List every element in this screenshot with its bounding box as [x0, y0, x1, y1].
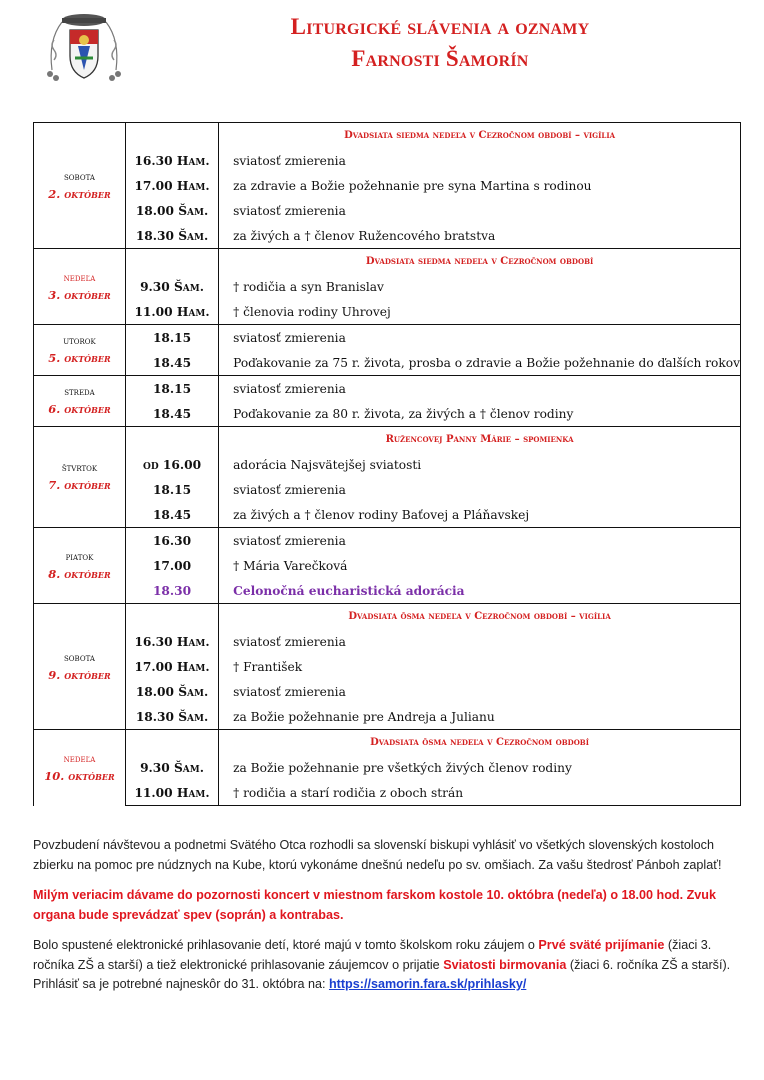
- day-heading-row: [34, 730, 741, 756]
- time-cell: [125, 654, 218, 679]
- day-name: streda: [64, 386, 95, 398]
- time-value: 16.30: [152, 533, 192, 548]
- schedule-row: [34, 198, 741, 223]
- time-value: 9.30: [140, 279, 174, 294]
- location-abbr: Ham.: [176, 659, 210, 674]
- schedule-row: [34, 679, 741, 704]
- schedule-row: [34, 755, 741, 780]
- announcement-concert: Milým veriacim dávame do pozornosti koncert v miestnom farskom kostole 10. októbra (nedeľa) o 18.00 hod. Zvuk organa bude sprevádzať spev (soprán) a kontrabas.: [33, 888, 717, 922]
- time-value: 17.00: [134, 178, 177, 193]
- location-abbr: Šam.: [178, 203, 209, 218]
- time-cell: [125, 780, 218, 806]
- liturgical-heading: Dvadsiata siedma nedeľa v Cezročnom období – vigília: [219, 123, 741, 149]
- date-month: október: [64, 402, 111, 416]
- intention-text: sviatosť zmierenia: [219, 477, 741, 502]
- time-value: 18.30: [152, 583, 192, 598]
- day-heading-row: [34, 604, 741, 630]
- time-cell: [125, 325, 218, 351]
- announcement-registration: [33, 936, 751, 995]
- time-cell: [125, 528, 218, 554]
- schedule-row: [34, 704, 741, 730]
- time-value: 11.00: [134, 785, 177, 800]
- date-number: 8.: [48, 566, 61, 581]
- day-name: nedeľa: [63, 271, 96, 284]
- schedule-row: [34, 477, 741, 502]
- schedule-row: [34, 173, 741, 198]
- day-date: [34, 401, 125, 418]
- time-prefix: od: [143, 457, 163, 472]
- schedule-row: [34, 528, 741, 554]
- schedule-row: [34, 401, 741, 427]
- time-value: 18.45: [152, 507, 192, 522]
- intention-text: Poďakovanie za 80 r. života, za živých a † členov rodiny: [219, 401, 741, 427]
- announcement-collection: Povzbudení návštevou a podnetmi Svätého Otca rozhodli sa slovenskí biskupi vyhlásiť vo všetkých slovenských kostoloch zbierku na pomoc pre núdznych na Kube, ktorú vykonáme dnešnú nedeľu po sv. omšiach. Za vašu štedrosť Pánboh zaplať!: [33, 838, 722, 872]
- time-cell: [125, 578, 218, 604]
- day-name: utorok: [63, 335, 96, 347]
- day-heading-row: [34, 249, 741, 275]
- time-cell: [125, 704, 218, 730]
- liturgical-heading: Ružencovej Panny Márie – spomienka: [219, 427, 741, 453]
- registration-text-1: Bolo spustené elektronické prihlasovanie detí, ktoré majú v tomto školskom roku záujem o: [33, 938, 539, 952]
- intention-text: Celonočná eucharistická adorácia: [219, 578, 741, 604]
- intention-text: sviatosť zmierenia: [219, 325, 741, 351]
- location-abbr: Ham.: [176, 178, 210, 193]
- date-month: október: [68, 768, 115, 783]
- time-value: 18.45: [152, 355, 192, 370]
- time-cell: [125, 123, 218, 149]
- schedule-row: [34, 274, 741, 299]
- schedule-row: [34, 148, 741, 173]
- time-value: 18.00: [135, 203, 179, 218]
- day-date: [34, 350, 125, 367]
- day-cell: [34, 123, 126, 249]
- day-cell: [34, 427, 126, 528]
- time-value: 16.00: [162, 457, 202, 472]
- liturgical-heading: Dvadsiata ôsma nedeľa v Cezročnom období – vigília: [219, 604, 741, 630]
- location-abbr: Šam.: [178, 709, 209, 724]
- time-value: 16.30: [134, 153, 177, 168]
- page-title-line1: Liturgické slávenia a oznamy: [290, 14, 590, 39]
- day-heading-row: [34, 123, 741, 149]
- registration-link[interactable]: https://samorin.fara.sk/prihlasky/: [328, 977, 527, 991]
- date-number: 10.: [44, 768, 65, 783]
- day-date: [34, 477, 125, 494]
- day-name: nedeľa: [63, 752, 96, 765]
- intention-text: adorácia Najsvätejšej sviatosti: [219, 452, 741, 477]
- time-value: 18.45: [152, 406, 192, 421]
- time-value: 18.30: [135, 228, 179, 243]
- date-month: október: [64, 478, 111, 492]
- intention-text: † rodičia a starí rodičia z oboch strán: [219, 780, 741, 806]
- time-cell: [125, 173, 218, 198]
- intention-text: Poďakovanie za 75 r. života, prosba o zdravie a Božie požehnanie do ďalších rokov: [219, 350, 741, 376]
- schedule-row: [34, 502, 741, 528]
- first-communion-label: Prvé sväté prijímanie: [538, 938, 665, 952]
- schedule-table: [33, 122, 741, 806]
- location-abbr: Ham.: [176, 304, 210, 319]
- date-month: október: [64, 566, 111, 581]
- location-abbr: Ham.: [176, 153, 210, 168]
- time-cell: [125, 604, 218, 630]
- intention-text: sviatosť zmierenia: [219, 198, 741, 223]
- time-cell: [125, 553, 218, 578]
- intention-text: † rodičia a syn Branislav: [219, 274, 741, 299]
- intention-text: za zdravie a Božie požehnanie pre syna Martina s rodinou: [219, 173, 741, 198]
- day-heading-row: [34, 427, 741, 453]
- intention-text: za živých a † členov rodiny Baťovej a Pláňavskej: [219, 502, 741, 528]
- location-abbr: Šam.: [178, 228, 209, 243]
- location-abbr: Ham.: [176, 634, 210, 649]
- schedule-row: [34, 223, 741, 249]
- date-number: 5.: [48, 351, 61, 365]
- date-number: 7.: [48, 478, 61, 492]
- intention-text: za Božie požehnanie pre Andreja a Julianu: [219, 704, 741, 730]
- page-title-line2: Farnosti Šamorín: [351, 46, 529, 71]
- schedule-row: [34, 325, 741, 351]
- schedule-row: [34, 350, 741, 376]
- date-number: 9.: [48, 667, 61, 682]
- date-month: október: [64, 287, 111, 302]
- schedule-row: [34, 629, 741, 654]
- time-value: 16.30: [134, 634, 177, 649]
- time-cell: [125, 249, 218, 275]
- time-cell: [125, 679, 218, 704]
- time-value: 18.15: [152, 330, 192, 345]
- location-abbr: Šam.: [174, 760, 204, 775]
- day-date: [34, 667, 125, 684]
- time-value: 18.00: [135, 684, 179, 699]
- confirmation-label: Sviatosti birmovania: [443, 957, 567, 972]
- time-value: 18.15: [152, 381, 192, 396]
- intention-text: † Mária Varečková: [219, 553, 741, 578]
- liturgical-heading: Dvadsiata siedma nedeľa v Cezročnom období: [219, 249, 741, 275]
- date-month: október: [64, 667, 111, 682]
- intention-text: † členovia rodiny Uhrovej: [219, 299, 741, 325]
- intention-text: sviatosť zmierenia: [219, 376, 741, 402]
- schedule-row: [34, 452, 741, 477]
- date-number: 2.: [48, 186, 61, 201]
- day-date: [34, 186, 125, 203]
- time-cell: [125, 477, 218, 502]
- intention-text: za živých a † členov Ružencového bratstva: [219, 223, 741, 249]
- schedule-row: [34, 780, 741, 806]
- date-month: október: [64, 186, 111, 201]
- intention-text: sviatosť zmierenia: [219, 528, 741, 554]
- time-cell: [125, 299, 218, 325]
- time-value: 11.00: [134, 304, 177, 319]
- day-cell: [34, 730, 126, 806]
- registration-text-3: (žiaci 6. ročníka ZŠ a starší). Prihlásiť sa je potrebné najneskôr do 31. októbra na:: [33, 957, 731, 991]
- day-cell: [34, 325, 126, 376]
- schedule-row: [34, 654, 741, 679]
- intention-text: sviatosť zmierenia: [219, 679, 741, 704]
- time-value: 17.00: [134, 659, 177, 674]
- parish-coat-of-arms-logo: [42, 10, 126, 86]
- day-date: [34, 287, 125, 304]
- time-cell: [125, 148, 218, 173]
- intention-text: za Božie požehnanie pre všetkých živých členov rodiny: [219, 755, 741, 780]
- time-cell: [125, 755, 218, 780]
- date-number: 6.: [48, 402, 61, 416]
- schedule-row: [34, 553, 741, 578]
- location-abbr: Ham.: [176, 785, 210, 800]
- location-abbr: Šam.: [178, 684, 209, 699]
- time-cell: [125, 223, 218, 249]
- day-name: sobota: [64, 170, 95, 183]
- intention-text: sviatosť zmierenia: [219, 148, 741, 173]
- day-date: [34, 768, 125, 785]
- time-cell: [125, 198, 218, 223]
- time-cell: [125, 427, 218, 453]
- time-value: 18.30: [135, 709, 179, 724]
- date-number: 3.: [48, 287, 61, 302]
- schedule-row: [34, 376, 741, 402]
- day-cell: [34, 249, 126, 325]
- date-month: október: [64, 351, 111, 365]
- time-cell: [125, 350, 218, 376]
- day-cell: [34, 528, 126, 604]
- liturgical-heading: Dvadsiata ôsma nedeľa v Cezročnom období: [219, 730, 741, 756]
- time-value: 17.00: [152, 558, 192, 573]
- time-cell: [125, 629, 218, 654]
- day-date: [34, 566, 125, 583]
- time-cell: [125, 401, 218, 427]
- time-cell: [125, 376, 218, 402]
- intention-text: † František: [219, 654, 741, 679]
- time-cell: [125, 502, 218, 528]
- registration-text-2: (žiaci 3. ročníka ZŠ a starší) a tiež elektronické prihlasovanie záujemcov o prijatie: [33, 938, 712, 972]
- day-cell: [34, 376, 126, 427]
- intention-text: sviatosť zmierenia: [219, 629, 741, 654]
- location-abbr: Šam.: [174, 279, 204, 294]
- day-cell: [34, 604, 126, 730]
- day-name: štvrtok: [61, 462, 98, 474]
- time-value: 18.15: [152, 482, 192, 497]
- day-name: piatok: [65, 550, 94, 563]
- schedule-row: [34, 578, 741, 604]
- time-value: 9.30: [140, 760, 174, 775]
- day-name: sobota: [64, 651, 95, 664]
- time-cell: [125, 452, 218, 477]
- time-cell: [125, 274, 218, 299]
- announcements: [33, 836, 751, 1006]
- time-cell: [125, 730, 218, 756]
- schedule-row: [34, 299, 741, 325]
